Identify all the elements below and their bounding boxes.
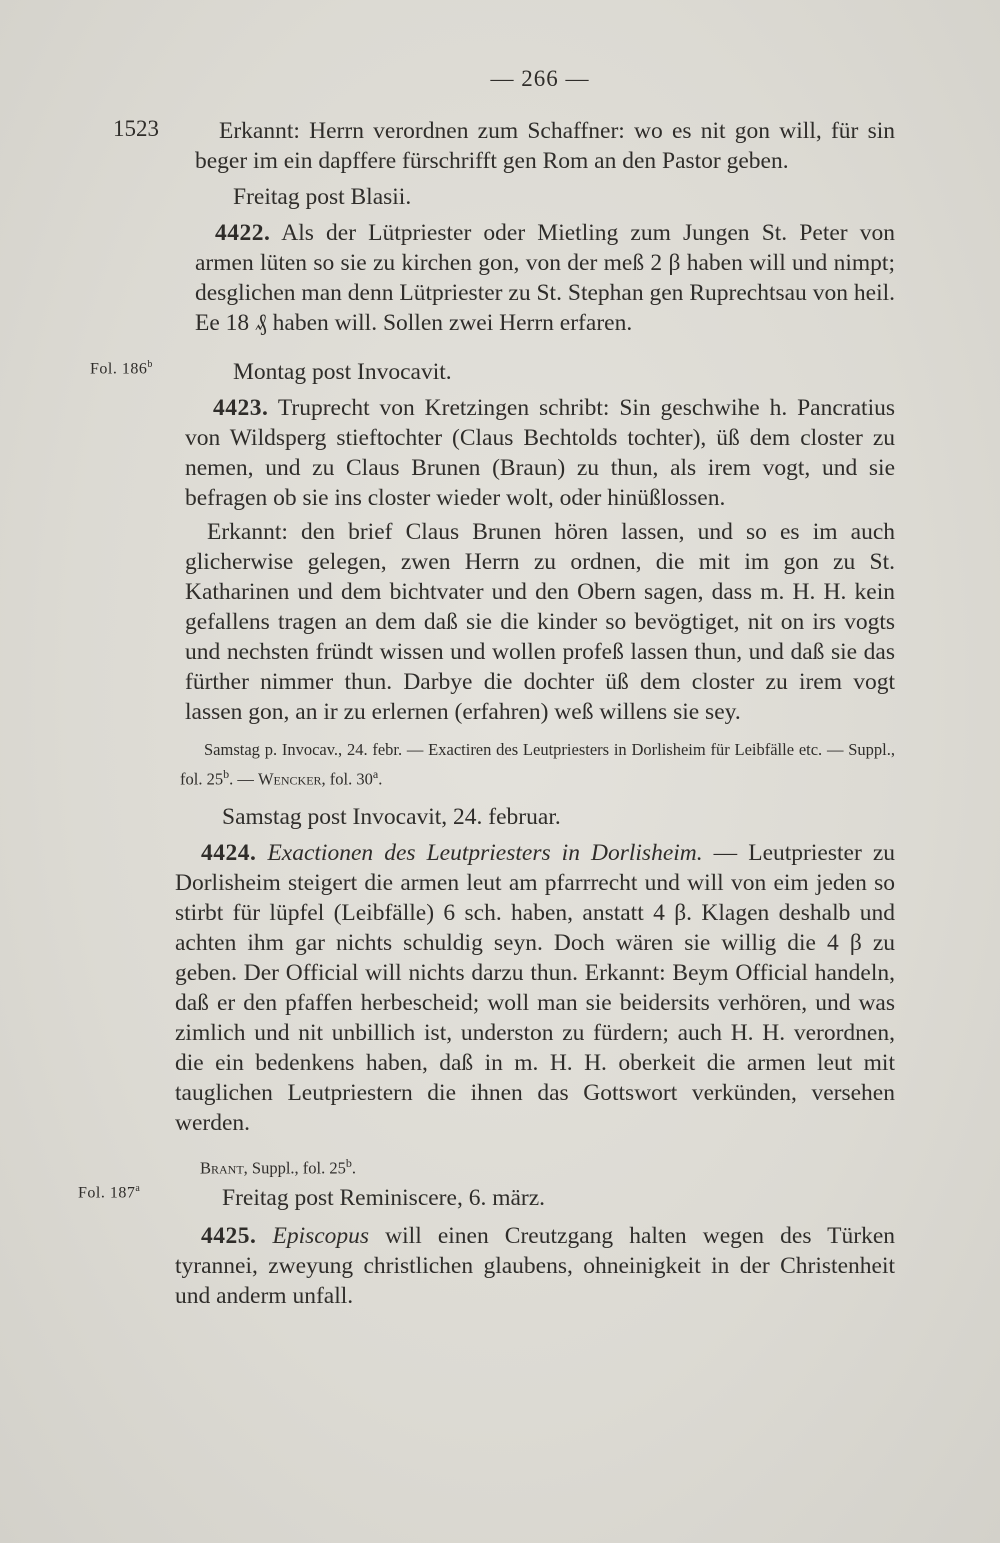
note-sup: b <box>345 1156 352 1170</box>
note-text: , fol. 30 <box>321 769 373 789</box>
note-text: . <box>351 1158 357 1178</box>
note-sup: a <box>372 767 379 781</box>
note-text: . <box>378 769 383 789</box>
entry-text: Als der Lütpriester oder Mietling zum Jungen St. Peter von armen lüten so sie zu kirchen gon, von der meß 2 β haben will und nimpt; desglichen man denn Lütpriester zu St. Stephan gen Ruprechtsau von heil. Ee 18 ₰ haben will. Sollen zwei Herrn erfaren. <box>195 220 895 336</box>
entry-number: 4425. <box>201 1223 257 1249</box>
note-text: , Suppl., fol. 25 <box>243 1158 346 1178</box>
date-heading-reminiscere <box>222 1183 944 1213</box>
entry-text-decision: Erkannt: den brief Claus Brunen hören lassen, und so es im auch glicherwise gelegen, zwen Herrn zu ordnen, die mit im gon zu St. Katharinen und dem bichtvater und den Obern sagen, dass m. H. H. kein gefallens tragen an dem daß sie die kinder so bevögtiget, nit on irs vogts und nechsten fründt wissen und wollen profeß lassen thun, und daß sie das fürther nimmer thun. Darbye die dochter üß dem closter zu irem vogt lassen gon, an ir zu erlernen (erfahren) weß willens sie sey. <box>185 519 895 725</box>
margin-folio-186-text: Fol. 186 <box>90 360 148 378</box>
note-text: Samstag p. Invocav., 24. febr. — Exactiren des Leutpriesters in Dorlisheim für Leibfälle etc. — Suppl., fol. 25 <box>180 740 895 789</box>
paragraph-erkannt-schaffner <box>195 116 895 176</box>
date-heading-invocavit <box>233 357 955 387</box>
footnote-exactiren <box>180 738 895 792</box>
entry-number: 4422. <box>215 220 271 246</box>
entry-text: will einen Creutzgang halten wegen des Türken tyrannei, zweyung christlichen glaubens, ohneinigkeit in der Christenheit und anderm unfall. <box>175 1223 896 1309</box>
margin-folio-186-sup: b <box>147 359 153 370</box>
date-text: Samstag post Invocavit, 24. februar. <box>222 804 561 830</box>
margin-folio-187-text: Fol. 187 <box>78 1184 136 1202</box>
note-text: . — <box>229 769 258 789</box>
entry-4425 <box>175 1221 895 1311</box>
date-heading-blasii <box>233 182 955 212</box>
date-heading-samstag <box>222 802 944 832</box>
entry-text: Truprecht von Kretzingen schribt: Sin geschwihe h. Pancratius von Wildsperg stieftochter (Claus Bechtolds tochter), üß dem closter zu nemen, und zu Claus Brunen (Braun) zu thun, als irem vogt, und sie befragen ob sie ins closter wieder wolt, oder hinüßlossen. <box>185 395 896 511</box>
page-number: — 266 — <box>490 66 590 91</box>
note-author: Brant <box>200 1158 244 1178</box>
date-text: Freitag post Blasii. <box>233 184 412 210</box>
paragraph-text: Erkannt: Herrn verordnen zum Schaffner: wo es nit gon will, für sin beger im ein dapffere fürschrifft gen Rom an den Pastor geben. <box>195 118 895 174</box>
date-text: Freitag post Reminiscere, 6. märz. <box>222 1185 546 1211</box>
note-author: Wencker <box>257 769 322 789</box>
note-sup: b <box>223 767 230 781</box>
entry-4422 <box>195 218 895 338</box>
entry-number: 4424. <box>201 840 257 866</box>
margin-year: 1523 <box>113 116 159 141</box>
date-text: Montag post Invocavit. <box>233 359 452 385</box>
entry-4424 <box>175 838 895 1138</box>
margin-folio-187-sup: a <box>135 1183 141 1194</box>
entry-text: — Leutpriester zu Dorlisheim steigert die armen leut am pfarrrecht und will von eim jeden so stirbt für lüpfel (Leibfälle) 6 sch. haben, anstatt 4 β. Klagen deshalb und achten ihm gar nichts schuldig seyn. Doch wären sie willig die 4 β zu geben. Der Official will nichts darzu thun. Erkannt: Beym Official handeln, daß er den pfaffen herbescheid; woll man sie beidersits verhören, und was zimlich und nit unbillich ist, underston zu fürdern; auch H. H. verordnen, die ein bedenkens haben, daß in m. H. H. oberkeit die armen leut mit tauglichen Leutpriestern die ihnen das Gottswort verkünden, versehen werden. <box>175 840 895 1136</box>
entry-4423 <box>185 393 895 727</box>
entry-number: 4423. <box>213 395 269 421</box>
footnote-brant <box>200 1151 356 1181</box>
margin-folio-186 <box>90 359 153 378</box>
entry-title: Exactionen des Leutpriesters in Dorlisheim. <box>267 840 703 866</box>
entry-title: Episcopus <box>272 1223 370 1249</box>
margin-folio-187 <box>78 1183 140 1202</box>
